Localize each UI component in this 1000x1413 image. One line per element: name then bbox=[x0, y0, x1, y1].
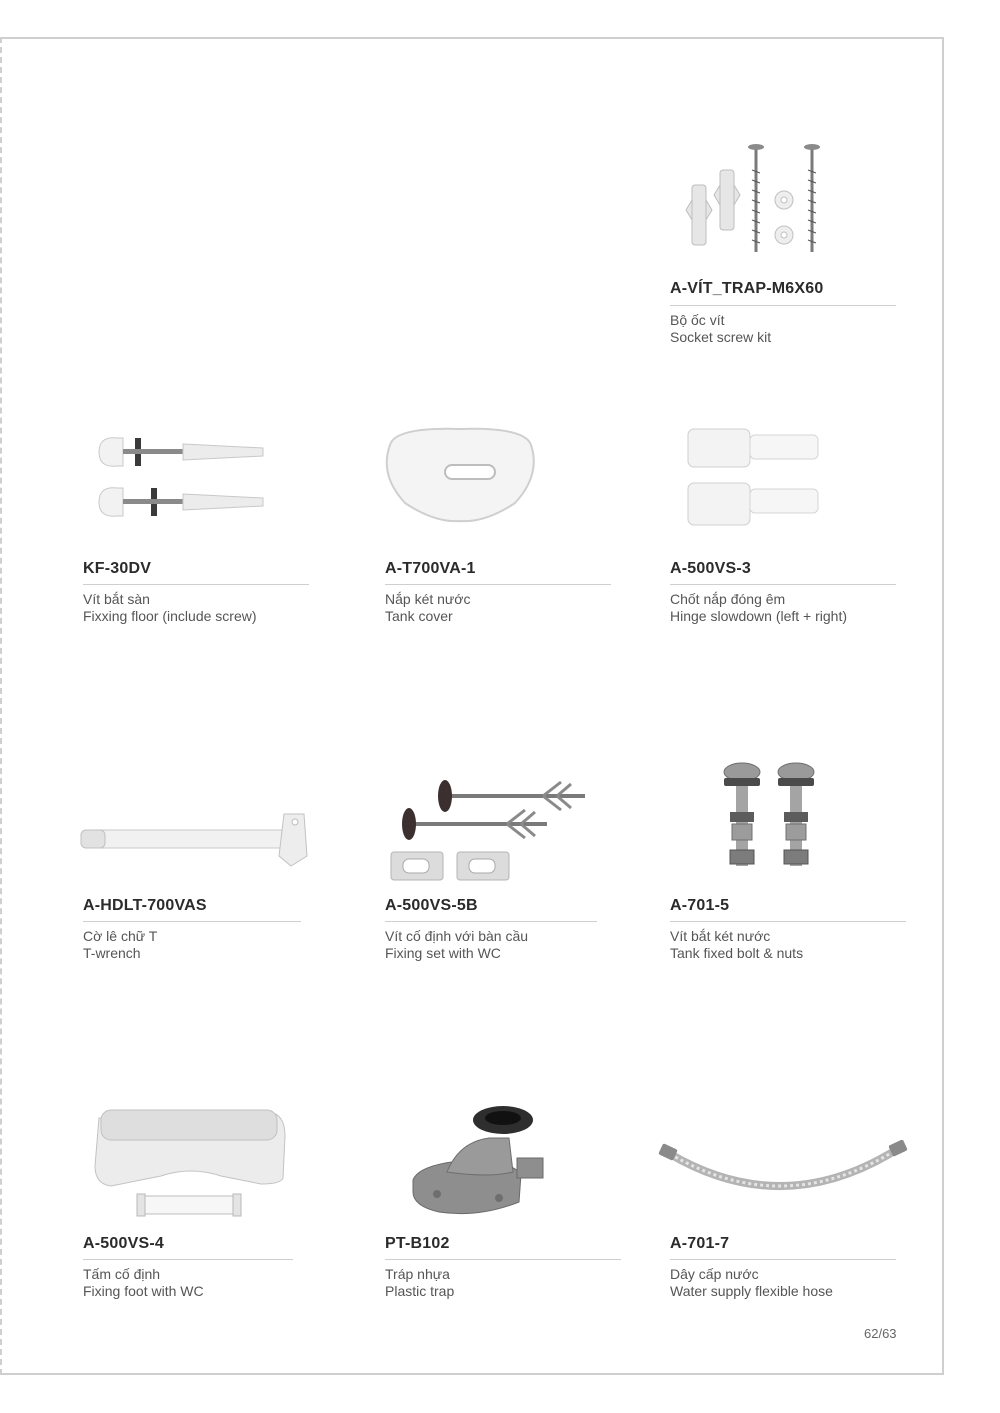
product-name-vi: Vít cố định với bàn cầu bbox=[385, 928, 529, 944]
fixing-set-icon bbox=[385, 766, 590, 882]
divider bbox=[670, 305, 896, 306]
product-code: A-HDLT-700VAS bbox=[83, 897, 207, 914]
product-code: KF-30DV bbox=[83, 560, 152, 577]
tank-bolt-icon bbox=[720, 762, 830, 874]
divider bbox=[670, 921, 906, 922]
screw-kit-icon bbox=[680, 140, 850, 260]
product-name-vi: Vít bắt két nước bbox=[670, 928, 771, 944]
fixing-foot-icon bbox=[91, 1106, 291, 1218]
divider bbox=[385, 1259, 621, 1260]
product-name-en: Fixing set with WC bbox=[385, 945, 501, 961]
product-name-en: Tank fixed bolt & nuts bbox=[670, 945, 804, 961]
product-code: A-T700VA-1 bbox=[385, 560, 476, 577]
product-name-en: Socket screw kit bbox=[670, 329, 772, 345]
product-name-en: Tank cover bbox=[385, 608, 453, 624]
product-name-vi: Tấm cố định bbox=[83, 1266, 161, 1282]
product-name-vi: Chốt nắp đóng êm bbox=[670, 591, 786, 607]
product-name-en: Hinge slowdown (left + right) bbox=[670, 608, 848, 624]
divider bbox=[385, 584, 611, 585]
flexible-hose-icon bbox=[658, 1140, 908, 1200]
floor-bolt-icon bbox=[93, 430, 273, 525]
product-name-vi: Dây cấp nước bbox=[670, 1266, 759, 1282]
product-name-en: Plastic trap bbox=[385, 1283, 455, 1299]
divider bbox=[670, 1259, 896, 1260]
product-name-vi: Nắp két nước bbox=[385, 591, 471, 607]
product-name-en: Water supply flexible hose bbox=[670, 1283, 833, 1299]
product-code: A-701-5 bbox=[670, 897, 730, 914]
t-wrench-icon bbox=[79, 810, 314, 870]
product-name-vi: Tráp nhựa bbox=[385, 1266, 450, 1282]
tank-cover-icon bbox=[375, 425, 545, 525]
product-name-vi: Vít bắt sàn bbox=[83, 591, 150, 607]
product-code: A-701-7 bbox=[670, 1235, 730, 1252]
divider bbox=[385, 921, 597, 922]
product-name-en: Fixxing floor (include screw) bbox=[83, 608, 257, 624]
product-code: A-500VS-5B bbox=[385, 897, 478, 914]
product-name-vi: Bộ ốc vít bbox=[670, 312, 725, 328]
product-code: A-500VS-3 bbox=[670, 560, 751, 577]
divider bbox=[83, 921, 301, 922]
divider bbox=[83, 1259, 293, 1260]
hinge-icon bbox=[686, 425, 826, 530]
product-name-en: Fixing foot with WC bbox=[83, 1283, 204, 1299]
divider bbox=[670, 584, 896, 585]
page-number: 62/63 bbox=[864, 1326, 897, 1341]
product-name-en: T-wrench bbox=[83, 945, 141, 961]
product-name-vi: Cờ lê chữ T bbox=[83, 928, 158, 944]
divider bbox=[83, 584, 309, 585]
product-code: PT-B102 bbox=[385, 1235, 450, 1252]
product-code: A-500VS-4 bbox=[83, 1235, 164, 1252]
product-code: A-VÍT_TRAP-M6X60 bbox=[670, 280, 824, 297]
plastic-trap-icon bbox=[409, 1102, 554, 1220]
